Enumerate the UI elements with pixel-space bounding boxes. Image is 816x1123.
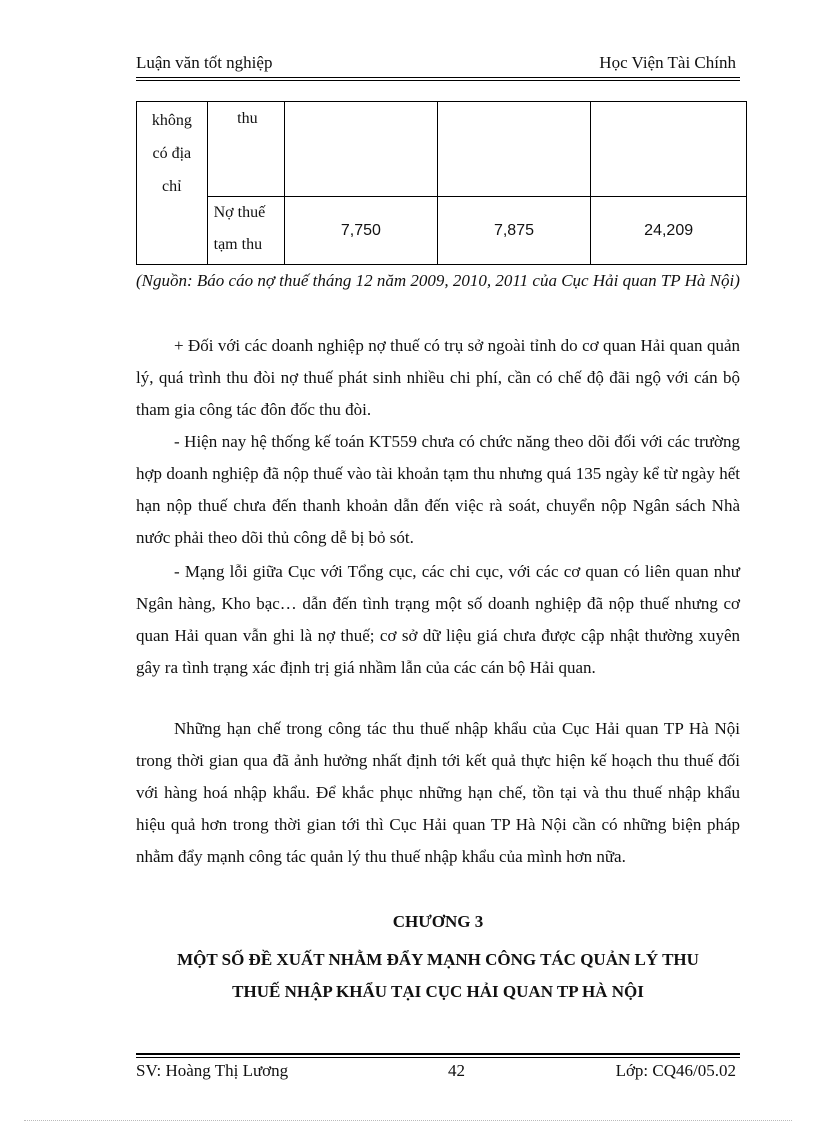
body-paragraph: Những hạn chế trong công tác thu thuế nhập khẩu của Cục Hải quan TP Hà Nội trong thời gian qua đã ảnh hưởng nhất định tới kết quả thực hiện kế hoạch thu thuế đối với hàng hoá nhập khẩu. Để khắc phục những hạn chế, tồn tại và thu thuế nhập khẩu hiệu quả hơn trong thời gian tới thì Cục Hải quan TP Hà Nội cần có những biện pháp nhằm đẩy mạnh công tác quản lý thu thuế nhập khẩu của mình hơn nữa. — [136, 719, 740, 866]
header-left-title: Luận văn tốt nghiệp — [136, 53, 273, 72]
cell-line: có địa — [152, 145, 192, 162]
body-paragraph: - Mạng lỗi giữa Cục với Tổng cục, các chi cục, với các cơ quan có liên quan như Ngân hàng, Kho bạc… dẫn đến tình trạng một số doanh nghiệp đã nộp thuế nhưng cơ quan Hải quan vẫn ghi là nợ thuế; cơ sở dữ liệu giá chưa được cập nhật thường xuyên gây ra tình trạng xác định trị giá nhầm lẫn của các cán bộ Hải quan. — [136, 562, 740, 677]
footer-rule — [136, 1053, 740, 1055]
page-header — [136, 53, 740, 77]
chapter-title — [136, 944, 740, 1008]
header-rule — [136, 77, 740, 78]
table-row — [137, 197, 747, 265]
chapter-title-line: MỘT SỐ ĐỀ XUẤT NHẰM ĐẨY MẠNH CÔNG TÁC QUẢN LÝ THU — [177, 950, 699, 969]
header-rule-thin — [136, 80, 740, 81]
footer-rule-thin — [136, 1057, 740, 1058]
chapter-number: CHƯƠNG 3 — [392, 912, 484, 931]
cell-line: không — [151, 112, 192, 129]
cell-line: tạm thu — [213, 236, 263, 253]
cell-text: thu — [237, 110, 258, 127]
page-edge-divider — [24, 1120, 792, 1121]
table-cell-empty — [437, 102, 591, 197]
table-cell-type — [207, 197, 284, 265]
body-paragraph: - Hiện nay hệ thống kế toán KT559 chưa có chức năng theo dõi đối với các trường hợp doanh nghiệp đã nộp thuế vào tài khoản tạm thu nhưng quá 135 ngày kể từ ngày hết hạn nộp thuế chưa đến thanh khoản dẫn đến việc rà soát, chuyển nộp Ngân sách Nhà nước phải theo dõi thủ công dễ bị bỏ sót. — [136, 432, 740, 547]
footer-student: SV: Hoàng Thị Lương — [136, 1061, 289, 1080]
cell-line: chỉ — [162, 178, 182, 195]
chapter-title-line: THUẾ NHẬP KHẨU TẠI CỤC HẢI QUAN TP HÀ NỘI — [232, 982, 644, 1001]
table-row — [137, 102, 747, 197]
table-cell-empty — [591, 102, 747, 197]
header-right-title: Học Viện Tài Chính — [599, 53, 736, 72]
body-paragraph: + Đối với các doanh nghiệp nợ thuế có trụ sở ngoài tỉnh do cơ quan Hải quan quản lý, quá trình thu đòi nợ thuế phát sinh nhiều chi phí, cần có chế độ đãi ngộ với cán bộ tham gia công tác đôn đốc thu đòi. — [136, 336, 740, 419]
tax-debt-table — [136, 101, 747, 265]
table-cell-category — [137, 102, 208, 265]
table-cell-value-2011: 24,209 — [591, 197, 747, 265]
page-number: 42 — [448, 1061, 465, 1080]
table-source-note: (Nguồn: Báo cáo nợ thuế tháng 12 năm 2009, 2010, 2011 của Cục Hải quan TP Hà Nội) — [136, 271, 740, 290]
footer-class: Lớp: CQ46/05.02 — [615, 1061, 736, 1080]
table-cell-empty — [285, 102, 438, 197]
table-cell-value-2009: 7,750 — [285, 197, 438, 265]
cell-line: Nợ thuế — [213, 204, 266, 221]
table-cell-value-2010: 7,875 — [437, 197, 591, 265]
table-cell-type — [207, 102, 284, 197]
